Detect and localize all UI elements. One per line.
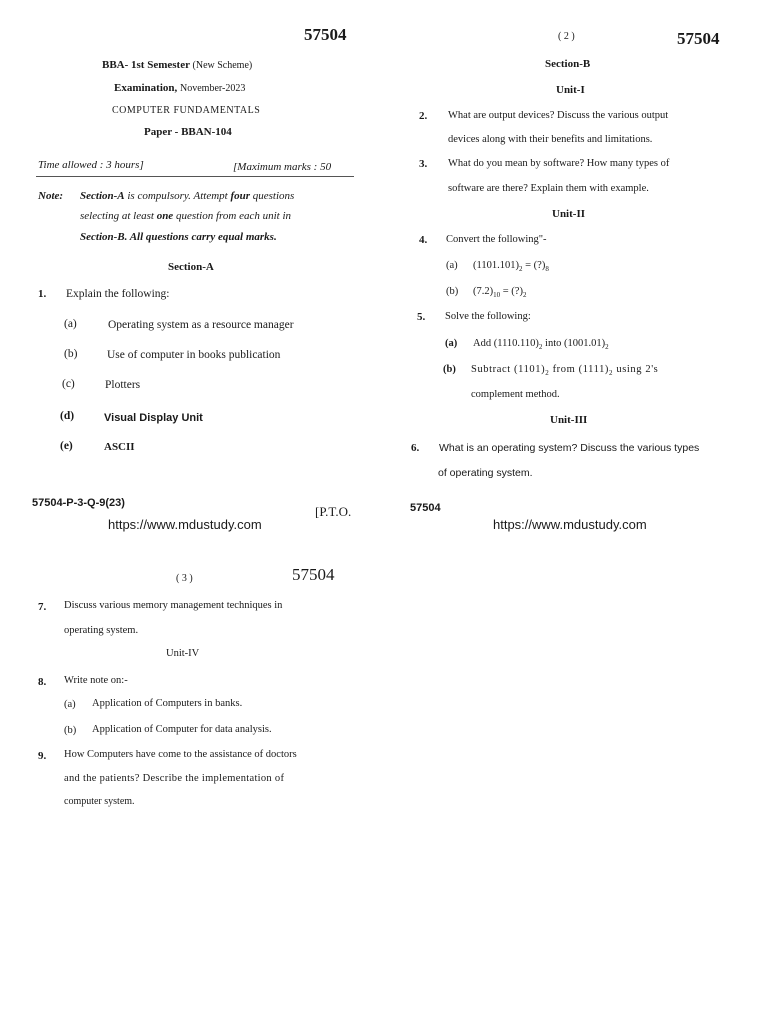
- q1d-text: Visual Display Unit: [104, 412, 203, 424]
- q6-line-2: of operating system.: [438, 467, 533, 479]
- q9-line-1: How Computers have come to the assistance of doctors: [64, 749, 297, 760]
- q4b-label: (b): [446, 286, 459, 297]
- q9-line-3: computer system.: [64, 796, 135, 807]
- q4-text: Convert the following"-: [446, 234, 547, 245]
- q5a-label: (a): [445, 338, 458, 349]
- q8-number: 8.: [38, 676, 47, 688]
- pto: [P.T.O.: [315, 504, 352, 519]
- q2-line-1: What are output devices? Discuss the various output: [448, 110, 669, 121]
- q5b-line-2: complement method.: [471, 389, 560, 400]
- note-line-1: Section-A is compulsory. Attempt four questions: [80, 190, 295, 202]
- paper-code: 57504: [677, 29, 720, 48]
- note-line-2: selecting at least one question from each unit in: [80, 210, 292, 222]
- exam-month: November-2023: [180, 83, 246, 94]
- q8a-text: Application of Computers in banks.: [92, 698, 243, 709]
- page-number: ( 2 ): [558, 31, 575, 42]
- time-allowed: Time allowed : 3 hours]: [38, 159, 144, 171]
- q8b-text: Application of Computer for data analysis.: [92, 724, 272, 735]
- q1e-text: ASCII: [104, 441, 135, 453]
- q5b-label: (b): [443, 364, 456, 375]
- q5-text: Solve the following:: [445, 311, 531, 322]
- exam-label: Examination,: [114, 82, 178, 94]
- q1a-text: Operating system as a resource manager: [108, 319, 294, 331]
- q1-text: Explain the following:: [66, 288, 170, 300]
- q4b-expression: $(7.2)_{10}$ = $(?)_2$: [473, 286, 527, 300]
- q6-line-1: What is an operating system? Discuss the various types: [439, 442, 700, 454]
- paper-code: 57504: [304, 25, 347, 44]
- paper-title: Paper - BBAN-104: [144, 126, 232, 138]
- q3-line-2: software are there? Explain them with example.: [448, 183, 649, 194]
- q9-line-2: and the patients? Describe the implementation of: [64, 773, 285, 784]
- unit-2-heading: Unit-II: [552, 208, 586, 220]
- exam-line: [114, 82, 245, 94]
- footer-code: 57504: [410, 502, 441, 514]
- q1b-text: Use of computer in books publication: [107, 349, 281, 361]
- q2-line-2: devices along with their benefits and limitations.: [448, 134, 653, 145]
- q8a-label: (a): [64, 699, 76, 710]
- q3-line-1: What do you mean by software? How many types of: [448, 158, 670, 169]
- q7-line-1: Discuss various memory management techniques in: [64, 600, 283, 611]
- unit-1-heading: Unit-I: [556, 84, 585, 96]
- q1-number: 1.: [38, 288, 47, 300]
- q1e-label: (e): [60, 440, 73, 452]
- q8b-label: (b): [64, 725, 77, 736]
- q7-line-2: operating system.: [64, 625, 139, 636]
- q1c-text: Plotters: [105, 379, 141, 391]
- q1a-label: (a): [64, 318, 77, 330]
- q8-text: Write note on:-: [64, 675, 128, 686]
- footer-code: 57504-P-3-Q-9(23): [32, 497, 125, 509]
- course: BBA- 1st Semester: [102, 59, 190, 71]
- q1b-label: (b): [64, 348, 78, 360]
- q5a-expression: Add $(1110.110)_2$ into $(1001.01)_2$: [473, 338, 609, 352]
- q9-number: 9.: [38, 750, 47, 762]
- q5-number: 5.: [417, 311, 426, 323]
- q7-number: 7.: [38, 601, 47, 613]
- section-a-heading: Section-A: [168, 261, 214, 273]
- note-label: Note:: [38, 190, 64, 202]
- unit-4-heading: Unit-IV: [166, 648, 200, 659]
- q4a-expression: $(1101.101)_2$ = $(?)_8$: [473, 260, 549, 274]
- q4a-label: (a): [446, 260, 458, 271]
- scheme: (New Scheme): [192, 60, 253, 71]
- website-url[interactable]: https://www.mdustudy.com: [493, 517, 647, 532]
- q5b-expression: Subtract $(1101)_2$ from $(1111)_2$ using 2's: [471, 364, 659, 378]
- note-line-3: Section-B. All questions carry equal marks.: [80, 231, 277, 243]
- subject: COMPUTER FUNDAMENTALS: [112, 105, 261, 116]
- q2-number: 2.: [419, 110, 428, 122]
- section-b-heading: Section-B: [545, 58, 591, 70]
- q1d-label: (d): [60, 410, 75, 422]
- unit-3-heading: Unit-III: [550, 414, 588, 426]
- course-line: [102, 59, 252, 71]
- page-number: ( 3 ): [176, 573, 193, 584]
- q1c-label: (c): [62, 378, 75, 390]
- q6-number: 6.: [411, 442, 420, 454]
- paper-code: 57504: [292, 565, 335, 584]
- header-rule: [36, 176, 354, 177]
- q4-number: 4.: [419, 234, 428, 246]
- website-url[interactable]: https://www.mdustudy.com: [108, 517, 262, 532]
- q3-number: 3.: [419, 158, 428, 170]
- max-marks: [Maximum marks : 50: [233, 161, 332, 173]
